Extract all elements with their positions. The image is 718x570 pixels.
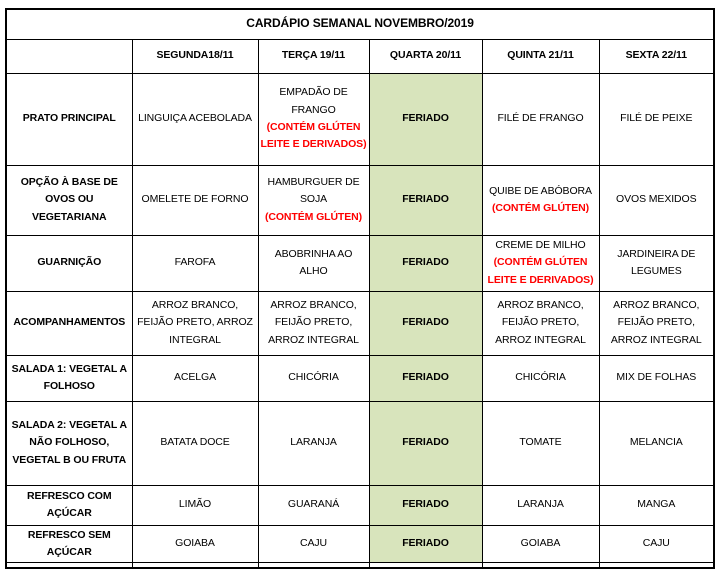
allergen-note: (CONTÉM GLÚTEN) — [264, 210, 363, 223]
column-header-empty — [6, 39, 132, 73]
menu-item-text: MANGA — [637, 498, 676, 511]
menu-item-text: FERIADO — [402, 112, 449, 125]
menu-cell — [599, 291, 714, 355]
menu-row — [6, 235, 714, 291]
menu-cell — [258, 355, 369, 401]
weekly-menu-table — [5, 8, 715, 569]
menu-item-text: EMPADÃO DE FRANGO — [279, 86, 348, 116]
holiday-cell — [369, 485, 482, 525]
menu-cell — [599, 165, 714, 235]
menu-row — [6, 525, 714, 563]
menu-item-text: FERIADO — [402, 256, 449, 269]
menu-cell — [258, 291, 369, 355]
row-label: GUARNIÇÃO — [6, 235, 132, 291]
menu-item-text: CHICÓRIA — [515, 371, 566, 384]
column-header-thursday: QUINTA 21/11 — [482, 39, 599, 73]
menu-cell — [599, 235, 714, 291]
column-header-friday: SEXTA 22/11 — [599, 39, 714, 73]
row-label: ACOMPANHAMENTOS — [6, 291, 132, 355]
menu-item-text: FERIADO — [402, 498, 449, 511]
menu-item-text: ABOBRINHA AO ALHO — [274, 247, 353, 277]
menu-row — [6, 165, 714, 235]
menu-cell — [599, 73, 714, 165]
menu-item-text: JARDINEIRA DE LEGUMES — [617, 247, 696, 277]
row-label: SALADA 2: VEGETAL A NÃO FOLHOSO, VEGETAL B OU FRUTA — [6, 401, 132, 485]
menu-cell — [599, 485, 714, 525]
menu-item-text: OVOS MEXIDOS — [616, 193, 697, 206]
menu-item-text: FERIADO — [402, 316, 449, 329]
menu-cell — [482, 73, 599, 165]
menu-body — [6, 73, 714, 568]
menu-row — [6, 73, 714, 165]
menu-cell — [258, 485, 369, 525]
partial-cell — [132, 563, 258, 568]
menu-item-text: LARANJA — [517, 498, 564, 511]
menu-cell — [599, 525, 714, 563]
menu-cell — [258, 525, 369, 563]
menu-item-text: LARANJA — [290, 436, 337, 449]
menu-item-text: HAMBURGUER DE SOJA — [267, 176, 360, 206]
menu-item-text: CHICÓRIA — [288, 371, 339, 384]
menu-item-text: ARROZ BRANCO, FEIJÃO PRETO, ARROZ INTEGRAL — [137, 299, 253, 346]
menu-item-text: ARROZ BRANCO, FEIJÃO PRETO, ARROZ INTEGRAL — [610, 299, 702, 346]
holiday-cell — [369, 355, 482, 401]
partial-cell — [369, 563, 482, 568]
menu-cell — [132, 235, 258, 291]
menu-cell — [599, 401, 714, 485]
menu-item-text: GUARANÁ — [287, 498, 340, 511]
allergen-note: (CONTÉM GLÚTEN LEITE E DERIVADOS) — [260, 121, 367, 151]
menu-cell — [258, 235, 369, 291]
partial-cell — [482, 563, 599, 568]
holiday-cell — [369, 525, 482, 563]
menu-cell — [482, 235, 599, 291]
menu-cell — [258, 401, 369, 485]
holiday-cell — [369, 165, 482, 235]
menu-item-text: FERIADO — [402, 193, 449, 206]
column-header-wednesday: QUARTA 20/11 — [369, 39, 482, 73]
menu-cell — [132, 401, 258, 485]
menu-item-text: FERIADO — [402, 436, 449, 449]
menu-item-text: FERIADO — [402, 537, 449, 550]
partial-cell — [6, 563, 132, 568]
partial-cell — [258, 563, 369, 568]
menu-item-text: BATATA DOCE — [160, 436, 230, 449]
menu-cell — [482, 401, 599, 485]
holiday-cell — [369, 401, 482, 485]
menu-item-text: QUIBE DE ABÓBORA — [489, 184, 592, 197]
page-title: CARDÁPIO SEMANAL NOVEMBRO/2019 — [6, 9, 714, 39]
menu-item-text: GOIABA — [520, 537, 561, 550]
menu-cell — [482, 291, 599, 355]
menu-cell — [482, 355, 599, 401]
allergen-note: (CONTÉM GLÚTEN) — [491, 202, 590, 214]
menu-cell — [132, 165, 258, 235]
holiday-cell — [369, 291, 482, 355]
menu-cell — [482, 485, 599, 525]
menu-item-text: FILÉ DE FRANGO — [497, 112, 584, 125]
header-row — [6, 39, 714, 73]
menu-item-text: FERIADO — [402, 371, 449, 384]
menu-item-text: OMELETE DE FORNO — [141, 193, 249, 206]
row-label: SALADA 1: VEGETAL A FOLHOSO — [6, 355, 132, 401]
menu-item-text: CREME DE MILHO — [495, 239, 586, 252]
menu-cell — [132, 525, 258, 563]
menu-item-text: FILÉ DE PEIXE — [620, 112, 693, 125]
menu-item-text: MELANCIA — [629, 436, 683, 449]
column-header-tuesday: TERÇA 19/11 — [258, 39, 369, 73]
row-label: REFRESCO SEM AÇÚCAR — [6, 525, 132, 563]
holiday-cell — [369, 73, 482, 165]
menu-cell — [132, 485, 258, 525]
menu-cell — [599, 355, 714, 401]
row-label: PRATO PRINCIPAL — [6, 73, 132, 165]
menu-row — [6, 401, 714, 485]
menu-item-text: LINGUIÇA ACEBOLADA — [138, 112, 252, 125]
menu-cell — [482, 165, 599, 235]
row-label: OPÇÃO À BASE DE OVOS OU VEGETARIANA — [6, 165, 132, 235]
menu-row — [6, 355, 714, 401]
menu-item-text: GOIABA — [175, 537, 215, 550]
menu-row — [6, 485, 714, 525]
menu-item-text: ARROZ BRANCO, FEIJÃO PRETO, ARROZ INTEGRAL — [268, 299, 359, 346]
menu-cell — [258, 165, 369, 235]
partial-bottom-row — [6, 563, 714, 568]
menu-cell — [132, 355, 258, 401]
holiday-cell — [369, 235, 482, 291]
menu-cell — [258, 73, 369, 165]
menu-cell — [132, 291, 258, 355]
menu-item-text: LIMÃO — [178, 498, 212, 511]
menu-cell — [482, 525, 599, 563]
allergen-note: (CONTÉM GLÚTEN LEITE E DERIVADOS) — [487, 256, 594, 286]
menu-item-text: MIX DE FOLHAS — [616, 371, 697, 384]
row-label: REFRESCO COM AÇÚCAR — [6, 485, 132, 525]
menu-item-text: ARROZ BRANCO, FEIJÃO PRETO, ARROZ INTEGRAL — [495, 299, 586, 346]
column-header-monday: SEGUNDA18/11 — [132, 39, 258, 73]
menu-item-text: CAJU — [299, 537, 328, 550]
menu-item-text: TOMATE — [519, 436, 562, 449]
menu-item-text: FAROFA — [174, 256, 216, 269]
menu-row — [6, 291, 714, 355]
partial-cell — [599, 563, 714, 568]
menu-item-text: ACELGA — [174, 371, 216, 384]
menu-cell — [132, 73, 258, 165]
title-row — [6, 9, 714, 39]
menu-item-text: CAJU — [642, 537, 670, 550]
